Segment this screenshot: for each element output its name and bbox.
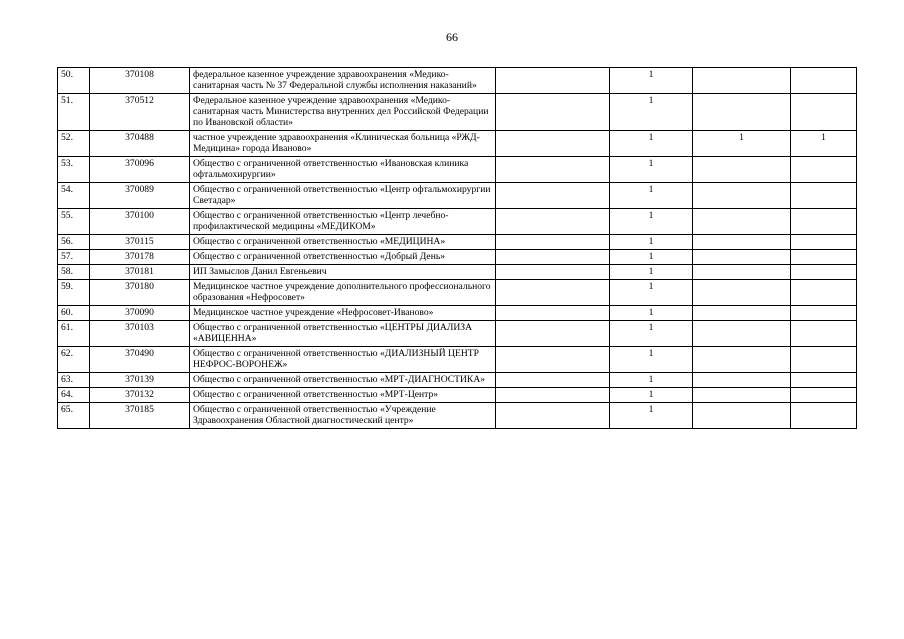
value-col-4 xyxy=(496,373,610,388)
value-col-6 xyxy=(693,347,791,373)
organization-name: Общество с ограниченной ответственностью «Учреждение Здравоохранения Областной диагностический центр» xyxy=(190,403,496,429)
table-row xyxy=(58,94,857,131)
row-number: 62. xyxy=(58,347,90,373)
registry-code: 370181 xyxy=(90,265,190,280)
value-col-6 xyxy=(693,373,791,388)
value-col-6 xyxy=(693,157,791,183)
value-col-6 xyxy=(693,306,791,321)
value-col-4 xyxy=(496,235,610,250)
value-col-4 xyxy=(496,68,610,94)
value-col-5: 1 xyxy=(610,183,693,209)
value-col-7 xyxy=(791,280,857,306)
table-row xyxy=(58,280,857,306)
value-col-4 xyxy=(496,157,610,183)
value-col-7 xyxy=(791,373,857,388)
table-row xyxy=(58,157,857,183)
value-col-4 xyxy=(496,347,610,373)
table-row xyxy=(58,131,857,157)
row-number: 64. xyxy=(58,388,90,403)
value-col-4 xyxy=(496,388,610,403)
value-col-4 xyxy=(496,250,610,265)
value-col-4 xyxy=(496,183,610,209)
value-col-6 xyxy=(693,94,791,131)
table-row xyxy=(58,306,857,321)
organization-name: Общество с ограниченной ответственностью «ЦЕНТРЫ ДИАЛИЗА «АВИЦЕННА» xyxy=(190,321,496,347)
registry-code: 370100 xyxy=(90,209,190,235)
value-col-4 xyxy=(496,94,610,131)
value-col-5: 1 xyxy=(610,306,693,321)
organization-name: Федеральное казенное учреждение здравоохранения «Медико-санитарная часть Министерства внутренних дел Российской Федерации по Ивановской области» xyxy=(190,94,496,131)
row-number: 50. xyxy=(58,68,90,94)
value-col-4 xyxy=(496,306,610,321)
value-col-5: 1 xyxy=(610,94,693,131)
value-col-4 xyxy=(496,280,610,306)
value-col-4 xyxy=(496,209,610,235)
row-number: 53. xyxy=(58,157,90,183)
registry-code: 370178 xyxy=(90,250,190,265)
table-row xyxy=(58,321,857,347)
organization-name: Общество с ограниченной ответственностью «Центр лечебно-профилактической медицины «МЕДИКОМ» xyxy=(190,209,496,235)
value-col-7 xyxy=(791,157,857,183)
row-number: 54. xyxy=(58,183,90,209)
value-col-6 xyxy=(693,388,791,403)
organization-name: федеральное казенное учреждение здравоохранения «Медико-санитарная часть № 37 Федеральной службы исполнения наказаний» xyxy=(190,68,496,94)
value-col-6 xyxy=(693,403,791,429)
registry-code: 370490 xyxy=(90,347,190,373)
value-col-4 xyxy=(496,265,610,280)
registry-code: 370132 xyxy=(90,388,190,403)
value-col-6 xyxy=(693,209,791,235)
registry-code: 370090 xyxy=(90,306,190,321)
registry-code: 370108 xyxy=(90,68,190,94)
value-col-7 xyxy=(791,265,857,280)
value-col-7 xyxy=(791,321,857,347)
value-col-7 xyxy=(791,68,857,94)
registry-code: 370139 xyxy=(90,373,190,388)
value-col-7 xyxy=(791,183,857,209)
registry-table-body xyxy=(58,68,857,429)
organization-name: Общество с ограниченной ответственностью «МЕДИЦИНА» xyxy=(190,235,496,250)
value-col-5: 1 xyxy=(610,280,693,306)
row-number: 57. xyxy=(58,250,90,265)
value-col-6 xyxy=(693,68,791,94)
value-col-6 xyxy=(693,235,791,250)
organization-name: ИП Замыслов Данил Евгеньевич xyxy=(190,265,496,280)
value-col-6: 1 xyxy=(693,131,791,157)
table-row xyxy=(58,209,857,235)
value-col-7 xyxy=(791,306,857,321)
row-number: 51. xyxy=(58,94,90,131)
value-col-7 xyxy=(791,94,857,131)
value-col-4 xyxy=(496,403,610,429)
row-number: 55. xyxy=(58,209,90,235)
registry-code: 370488 xyxy=(90,131,190,157)
registry-code: 370512 xyxy=(90,94,190,131)
organization-name: Общество с ограниченной ответственностью «Добрый День» xyxy=(190,250,496,265)
table-row xyxy=(58,183,857,209)
value-col-5: 1 xyxy=(610,388,693,403)
table-row xyxy=(58,403,857,429)
registry-code: 370103 xyxy=(90,321,190,347)
row-number: 61. xyxy=(58,321,90,347)
value-col-5: 1 xyxy=(610,250,693,265)
value-col-6 xyxy=(693,280,791,306)
table-row xyxy=(58,388,857,403)
value-col-5: 1 xyxy=(610,209,693,235)
organization-name: Общество с ограниченной ответственностью «ДИАЛИЗНЫЙ ЦЕНТР НЕФРОС-ВОРОНЕЖ» xyxy=(190,347,496,373)
value-col-5: 1 xyxy=(610,403,693,429)
registry-code: 370096 xyxy=(90,157,190,183)
table-row xyxy=(58,250,857,265)
value-col-7 xyxy=(791,235,857,250)
organization-name: частное учреждение здравоохранения «Клиническая больница «РЖД-Медицина» города Иваново» xyxy=(190,131,496,157)
value-col-7: 1 xyxy=(791,131,857,157)
value-col-5: 1 xyxy=(610,131,693,157)
row-number: 60. xyxy=(58,306,90,321)
organization-name: Медицинское частное учреждение «Нефросовет-Иваново» xyxy=(190,306,496,321)
value-col-5: 1 xyxy=(610,321,693,347)
organization-name: Общество с ограниченной ответственностью «Центр офтальмохирургии Светадар» xyxy=(190,183,496,209)
organization-name: Общество с ограниченной ответственностью «Ивановская клиника офтальмохирургии» xyxy=(190,157,496,183)
value-col-5: 1 xyxy=(610,373,693,388)
value-col-5: 1 xyxy=(610,235,693,250)
registry-code: 370089 xyxy=(90,183,190,209)
table-row xyxy=(58,68,857,94)
value-col-7 xyxy=(791,250,857,265)
organization-name: Общество с ограниченной ответственностью «МРТ-Центр» xyxy=(190,388,496,403)
value-col-7 xyxy=(791,388,857,403)
registry-code: 370115 xyxy=(90,235,190,250)
table-row xyxy=(58,265,857,280)
organization-name: Общество с ограниченной ответственностью «МРТ-ДИАГНОСТИКА» xyxy=(190,373,496,388)
value-col-5: 1 xyxy=(610,68,693,94)
value-col-6 xyxy=(693,250,791,265)
value-col-7 xyxy=(791,209,857,235)
row-number: 63. xyxy=(58,373,90,388)
value-col-6 xyxy=(693,183,791,209)
table-row xyxy=(58,373,857,388)
value-col-7 xyxy=(791,403,857,429)
row-number: 52. xyxy=(58,131,90,157)
row-number: 59. xyxy=(58,280,90,306)
value-col-5: 1 xyxy=(610,157,693,183)
registry-code: 370180 xyxy=(90,280,190,306)
value-col-4 xyxy=(496,321,610,347)
value-col-6 xyxy=(693,265,791,280)
page-number: 66 xyxy=(446,30,458,44)
row-number: 65. xyxy=(58,403,90,429)
registry-table xyxy=(57,67,857,429)
table-row xyxy=(58,235,857,250)
row-number: 56. xyxy=(58,235,90,250)
organization-name: Медицинское частное учреждение дополнительного профессионального образования «Нефросовет» xyxy=(190,280,496,306)
value-col-7 xyxy=(791,347,857,373)
value-col-5: 1 xyxy=(610,347,693,373)
value-col-5: 1 xyxy=(610,265,693,280)
value-col-4 xyxy=(496,131,610,157)
row-number: 58. xyxy=(58,265,90,280)
value-col-6 xyxy=(693,321,791,347)
table-row xyxy=(58,347,857,373)
registry-code: 370185 xyxy=(90,403,190,429)
